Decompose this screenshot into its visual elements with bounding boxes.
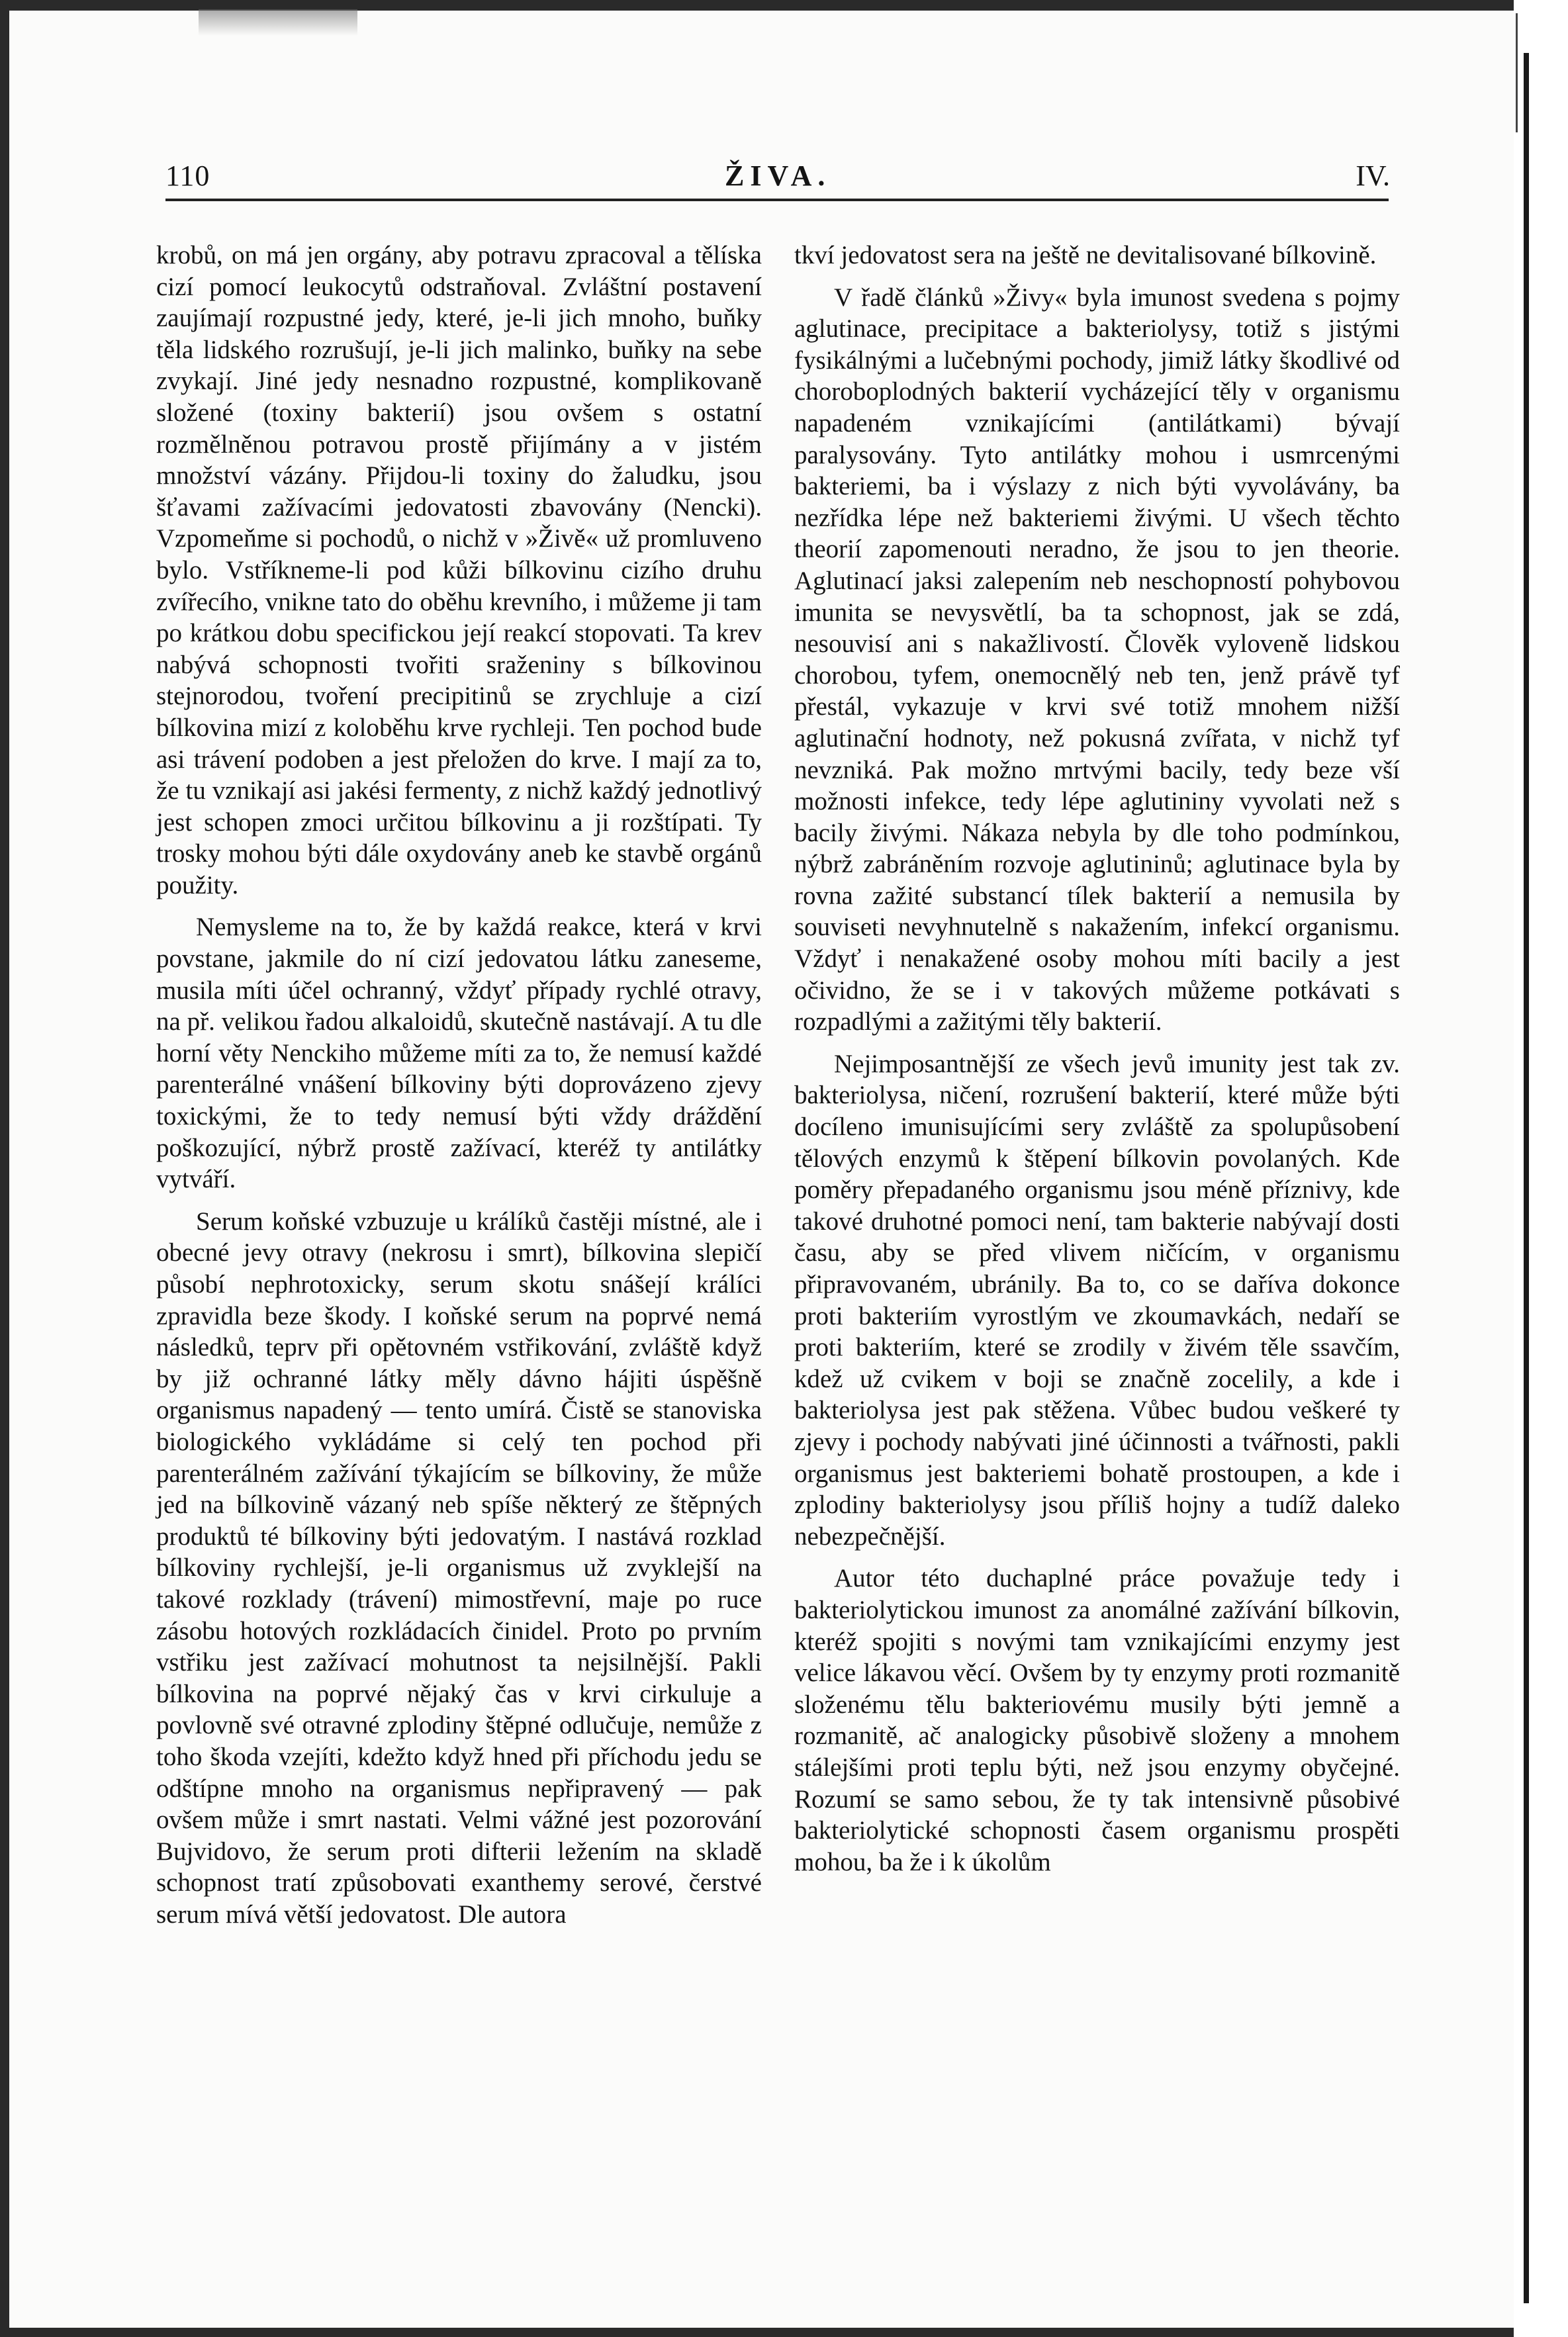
binding-shadow [1524,53,1529,2303]
paragraph: krobů, on má jen orgány, aby potravu zpracoval a tělíska cizí pomocí leukocytů odstraňoval. Zvláštní postavení zaujímají rozpustné jedy, které, je-li jich mnoho, buňky těla lidského rozrušují, je-li jich malinko, buňky na sebe zvykají. Jiné jedy nesnadno rozpustné, komplikovaně složené (toxiny bakterií) jsou ovšem s ostatní rozmělněnou potravou prostě přijímány a v jistém množství vázány. Přijdou-li toxiny do žaludku, jsou šťavami zažívacími jedovatosti zbavovány (Nencki). Vzpomeňme si pochodů, o nichž v »Živě« už promluveno bylo. Vstříkneme-li pod kůži bílkovinu cizího druhu zvířecího, vnikne tato do oběhu krevního, i můžeme ji tam po krátkou dobu specifickou její reakcí stopovati. Ta krev nabývá schopnosti tvořiti sraženiny s bílkovinou stejnorodou, tvoření precipitinů se zrychluje a cizí bílkovina mizí z koloběhu krve rychleji. Ten pochod bude asi trávení podoben a jest přeložen do krve. I mají za to, že tu vznikají asi jakési fermenty, z nichž každý jednotlivý jest schopen zmoci určitou bílkovinu a ji rozštípati. Ty trosky mohou býti dále oxydovány aneb ke stavbě orgánů použity. [156,241,762,899]
scan-edge-bottom [0,2328,1568,2337]
right-column [794,240,1400,1878]
paragraph: tkví jedovatost sera na ještě ne devitalisované bílkovině. [794,241,1377,269]
volume-number: IV. [1356,160,1390,192]
left-column [156,240,762,1930]
paragraph: Nejimposantnější ze všech jevů imunity jest tak zv. bakteriolysa, ničení, rozrušení bakterií, které může býti docíleno imunisujícími sery zvláště za spolupůsobení tělových enzymů k štěpení bílkovin povolaných. Kde poměry přepadaného organismu jsou méně příznivy, kde takové druhotné pomoci není, tam bakterie nabývají dosti času, aby se před vlivem ničícím, v organismu připravovaném, ubránily. Ba to, co se daříva dokonce proti bakteriím vyrostlým ve zkoumavkách, nedaří se proti bakteriím, které se zrodily v živém těle ssavčím, kdež už cvikem v boji se značně zocelily, a kde i bakteriolysa jest pak stěžena. Vůbec budou veškeré ty zjevy i pochody nabývati jiné účinnosti a tvářnosti, pakli organismus jest bakteriemi bohatě prostoupen, a kde i zplodiny bakteriolysy jsou příliš hojny a tudíž daleko nebezpečnější. [794,1049,1400,1551]
running-header [165,159,1390,199]
scan-smudge [199,9,357,36]
journal-title: ŽIVA. [725,160,831,192]
header-rule [165,199,1389,201]
paragraph: Nemysleme na to, že by každá reakce, která v krvi povstane, jakmile do ní cizí jedovatou látku zaneseme, musila míti účel ochranný, vždyť případy rychlé otravy, na př. velikou řadou alkaloidů, skutečně nastávají. A tu dle horní věty Nenckiho můžeme míti za to, že nemusí každé parenterálné vnášení bílkoviny býti doprovázeno zjevy toxickými, že to tedy nemusí býti vždy dráždění poškozující, nýbrž prostě zažívací, kteréž ty antilátky vytváří. [156,913,762,1194]
binding-shadow-upper [1516,13,1518,132]
page-number: 110 [165,160,210,192]
scan-margin-right [1514,0,1568,2337]
paragraph: V řadě článků »Živy« byla imunost svedena s pojmy aglutinace, precipitace a bakteriolysy, totiž s jistými fysikálnými a lučebnými pochody, jimiž látky škodlivé od choroboplodných bakterií vycházející těly v organismu napadeném vznikajícími (antilátkami) bývají paralysovány. Tyto antilátky mohou i usmrcenými bakteriemi, ba i výslazy z nich býti vyvolávány, ba nezřídka lépe než bakteriemi živými. U všech těchto theorií zapomenouti neradno, že jsou to jen theorie. Aglutinací jaksi zalepením neb neschopností pohybovou imunita se nevysvětlí, ba ta schopnost, jak se zdá, nesouvisí ani s nakažlivostí. Člověk vyloveně lidskou chorobou, tyfem, onemocnělý neb ten, jenž právě tyf přestál, vykazuje v krvi své totiž mnohem nižší aglutinační hodnoty, než pokusná zvířata, v nichž tyf nevzniká. Pak možno mrtvými bacily, tedy beze vší možnosti infekce, tedy lépe aglutininy vyvolati než s bacily živými. Nákaza nebyla by dle toho podmínkou, nýbrž zabráněním rozvoje aglutininů; aglutinace byla by rovna zažité substancí tílek bakterií a nemusila by souviseti nevyhnutelně s nakažením, infekcí organismu. Vždyť i nenakažené osoby mohou míti bacily a jest očividno, že se i v takových můžeme potkávati s rozpadlými a zažitými těly bakterií. [794,283,1400,1036]
scan-edge-left [0,0,9,2337]
paragraph: Autor této duchaplné práce považuje tedy i bakteriolytickou imunost za anomálné zažívání bílkovin, kteréž spojiti s novými tam vznikajícími enzymy jest velice lákavou věcí. Ovšem by ty enzymy proti rozmanitě složenému tělu bakteriovému musily býti jemně a rozmanitě, ač analogicky působivě složeny a mnohem stálejšími proti teplu býti, než jsou enzymy obyčejné. Rozumí se samo sebou, že ty tak intensivně působivé bakteriolytické schopnosti časem organismu prospěti mohou, ba že i k úkolům [794,1564,1400,1876]
paragraph: Serum koňské vzbuzuje u králíků častěji místné, ale i obecné jevy otravy (nekrosu i smrt), bílkovina slepičí působí nephrotoxicky, serum skotu snášejí králíci zpravidla beze škody. I koňské serum na poprvé nemá následků, teprv při opětovném vstřikování, zvláště když by již ochranné látky měly dávno hájiti úspěšně organismus napadený — tento umírá. Čistě se stanoviska biologického vykládáme si celý ten pochod při parenterálném zažívání týkajícím se bílkoviny, že může jed na bílkovině vázaný neb spíše některý ze štěpných produktů té bílkoviny býti jedovatým. I nastává rozklad bílkoviny rychlejší, je-li organismus už zvyklejší na takové rozklady (trávení) mimostřevní, maje po ruce zásobu hotových rozkládacích činidel. Proto po prvním vstřiku jest zažívací mohutnost ta nejsilnější. Pakli bílkovina na poprvé nějaký čas v krvi cirkuluje a povlovně své otravné zplodiny štěpné odlučuje, nemůže z toho škoda vzejíti, kdežto když hned při příchodu jedu se odštípne mnoho na organismus nepřipravený — pak ovšem může i smrt nastati. Velmi vážné jest pozorování Bujvidovo, že serum proti difterii ležením na skladě schopnost tratí způsobovati exanthemy serové, čerstvé serum mívá větší jedovatost. Dle autora [156,1207,762,1929]
